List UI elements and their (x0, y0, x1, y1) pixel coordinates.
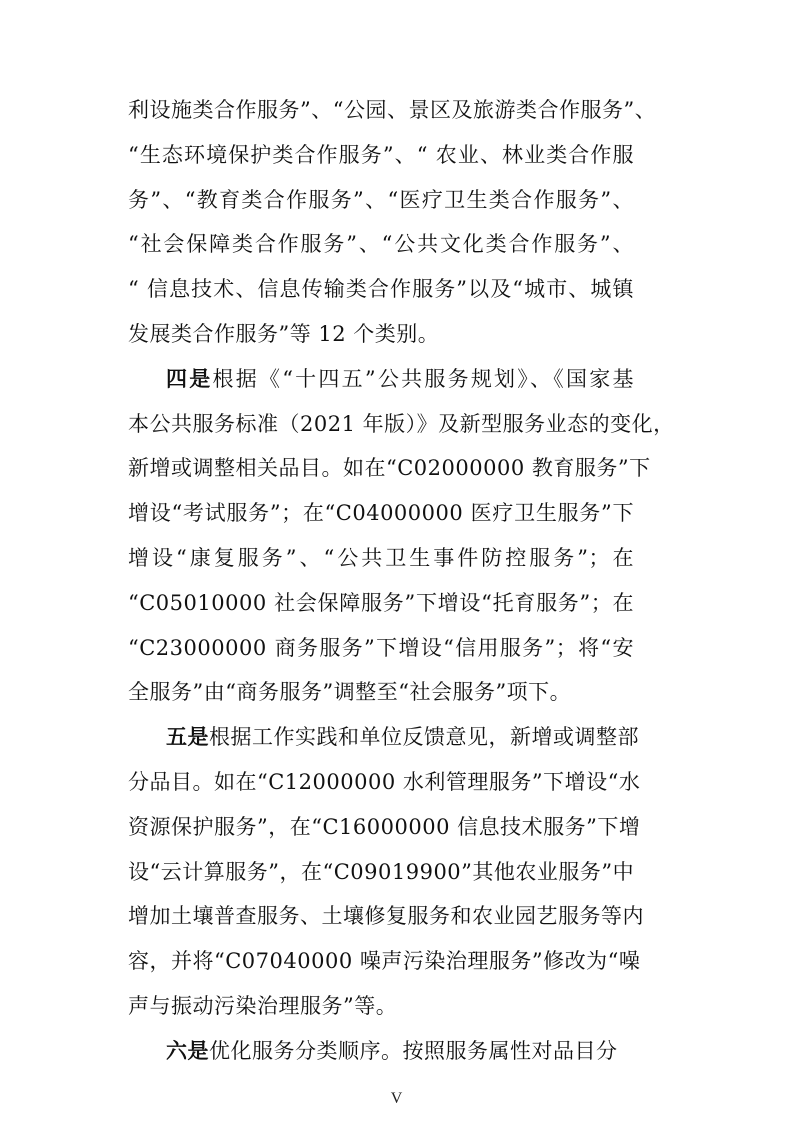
paragraph-2-line-8: 全服务”由“商务服务”调整至“社会服务”项下。 (128, 680, 572, 705)
paragraph-3-line-3: 资源保护服务”，在“C16000000 信息技术服务”下增 (128, 814, 641, 839)
paragraph-3-line-1 (166, 723, 639, 751)
paragraph-2-lead: 四是 (166, 365, 213, 391)
paragraph-4-lead: 六是 (166, 1037, 209, 1063)
paragraph-1-line-2: “生态环境保护类合作服务”、“ 农业、林业类合作服 (128, 142, 634, 167)
paragraph-2-line-7: “C23000000 商务服务”下增设“信用服务”；将“安 (128, 635, 634, 660)
paragraph-3-line-2: 分品目。如在“C12000000 水利管理服务”下增设“水 (128, 770, 641, 794)
paragraph-1-line-5: “ 信息技术、信息传输类合作服务”以及“城市、城镇 (128, 277, 634, 302)
paragraph-2-line-6: “C05010000 社会保障服务”下增设“托育服务”；在 (128, 590, 634, 615)
paragraph-4-line-1-text: 优化服务分类顺序。按照服务属性对品目分 (209, 1038, 618, 1063)
paragraph-2-line-5: 增设“康复服务”、“公共卫生事件防控服务”；在 (128, 546, 634, 570)
paragraph-2-line-4: 增设“考试服务”；在“C04000000 医疗卫生服务”下 (128, 501, 634, 526)
page-number: V (390, 1090, 403, 1107)
paragraph-4-line-1 (166, 1037, 634, 1065)
paragraph-3-lead: 五是 (166, 724, 209, 750)
paragraph-1-line-4: “社会保障类合作服务”、“公共文化类合作服务”、 (128, 232, 634, 257)
paragraph-2-line-1-text: 根据《“十四五”公共服务规划》、《国家基 (212, 366, 634, 391)
paragraph-3-line-1-text: 根据工作实践和单位反馈意见，新增或调整部 (209, 725, 639, 750)
paragraph-3-line-6: 容，并将“C07040000 噪声污染治理服务”修改为“噪 (128, 949, 641, 974)
paragraph-2-line-3: 新增或调整相关品目。如在“C02000000 教育服务”下 (128, 456, 651, 481)
paragraph-3-line-7: 声与振动污染治理服务”等。 (128, 994, 398, 1018)
paragraph-1-line-3: 务”、“教育类合作服务”、“医疗卫生类合作服务”、 (128, 187, 634, 212)
paragraph-3-line-5: 增加土壤普查服务、土壤修复服务和农业园艺服务等内 (128, 904, 644, 929)
paragraph-2-line-1 (166, 365, 634, 393)
paragraph-1-line-1: 利设施类合作服务”、“公园、景区及旅游类合作服务”、 (128, 98, 657, 122)
paragraph-1-line-6: 发展类合作服务”等 12 个类别。 (128, 322, 440, 346)
paragraph-3-line-4: 设“云计算服务”，在“C09019900”其他农业服务”中 (128, 859, 635, 884)
paragraph-2-line-2: 本公共服务标准（2021 年版）》及新型服务业态的变化， (128, 411, 675, 436)
